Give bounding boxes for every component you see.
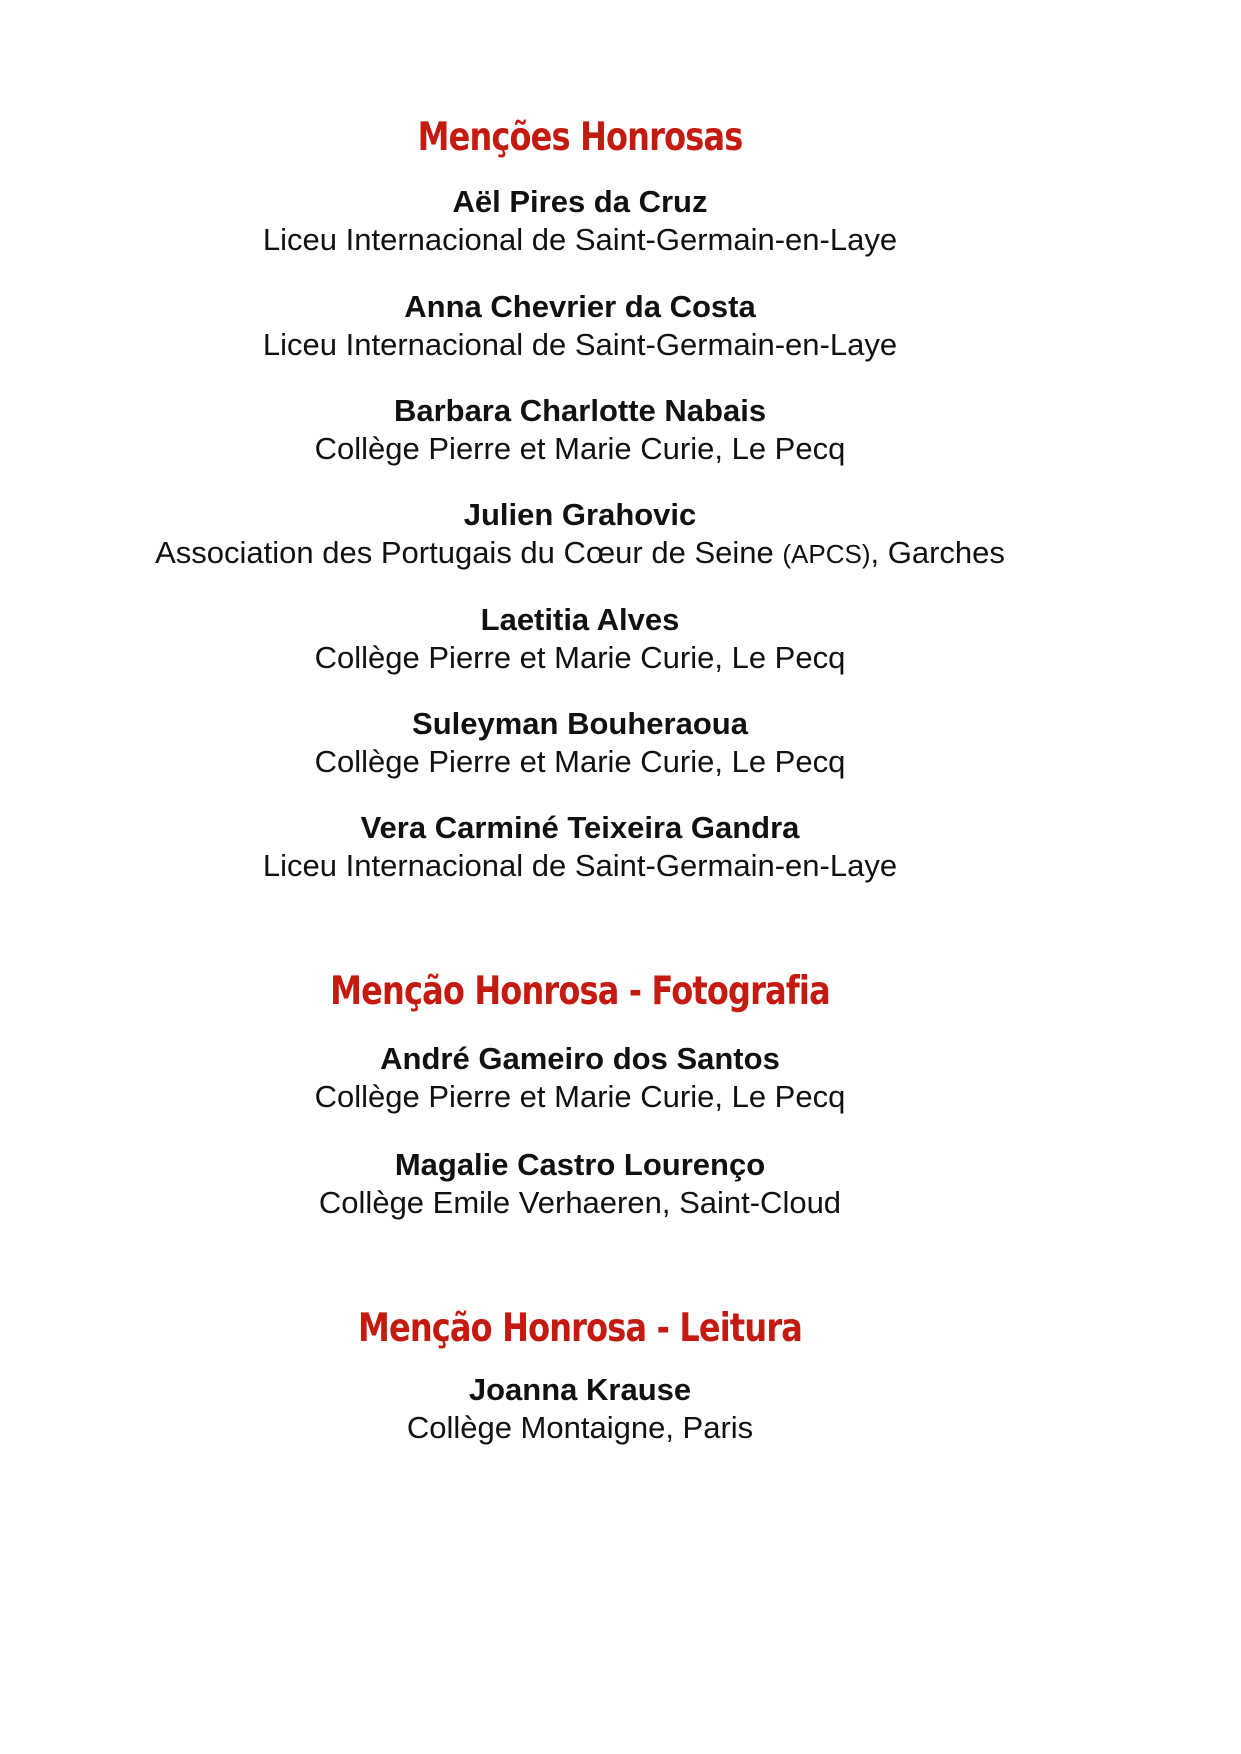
entry-name: Aël Pires da Cruz [452, 184, 708, 219]
entry [0, 288, 1160, 364]
entry-school [0, 534, 1160, 573]
entry [0, 496, 1160, 573]
entry-name: Anna Chevrier da Costa [404, 289, 756, 324]
entry [0, 705, 1160, 781]
entry-school-suffix: , Garches [870, 535, 1005, 570]
entry-name: Suleyman Bouheraoua [412, 706, 748, 741]
entry-name: Joanna Krause [468, 1372, 692, 1407]
entry-school: Collège Pierre et Marie Curie, Le Pecq [314, 431, 846, 466]
entry-school: Collège Pierre et Marie Curie, Le Pecq [314, 744, 846, 779]
entry [0, 183, 1160, 259]
entry [0, 809, 1160, 885]
entry [0, 1146, 1160, 1222]
entry-name: Julien Grahovic [463, 497, 697, 532]
entry-school: Liceu Internacional de Saint-Germain-en-Laye [262, 848, 898, 883]
entry-school: Liceu Internacional de Saint-Germain-en-Laye [262, 327, 898, 362]
entry-name: Laetitia Alves [480, 602, 680, 637]
entry-name: André Gameiro dos Santos [380, 1041, 780, 1076]
entry [0, 601, 1160, 677]
entry-school: Collège Pierre et Marie Curie, Le Pecq [314, 1079, 846, 1114]
entry-name: Barbara Charlotte Nabais [393, 393, 767, 428]
entry-school-prefix: Association des Portugais du Cœur de Seine [155, 535, 783, 570]
section-heading-mencoes-honrosas: Menções Honrosas [417, 115, 743, 160]
entry-name: Magalie Castro Lourenço [394, 1147, 766, 1182]
entry [0, 1371, 1160, 1447]
entry-school: Collège Pierre et Marie Curie, Le Pecq [314, 640, 846, 675]
entry-school-abbreviation: (APCS) [782, 539, 871, 569]
entry [0, 392, 1160, 468]
entry-name: Vera Carminé Teixeira Gandra [360, 810, 800, 845]
entry-school: Collège Montaigne, Paris [406, 1410, 754, 1445]
entry-school: Collège Emile Verhaeren, Saint-Cloud [318, 1185, 842, 1220]
section-heading-fotografia: Menção Honrosa - Fotografia [330, 969, 830, 1014]
entry [0, 1040, 1160, 1116]
entry-school: Liceu Internacional de Saint-Germain-en-Laye [262, 222, 898, 257]
section-heading-leitura: Menção Honrosa - Leitura [357, 1306, 803, 1351]
